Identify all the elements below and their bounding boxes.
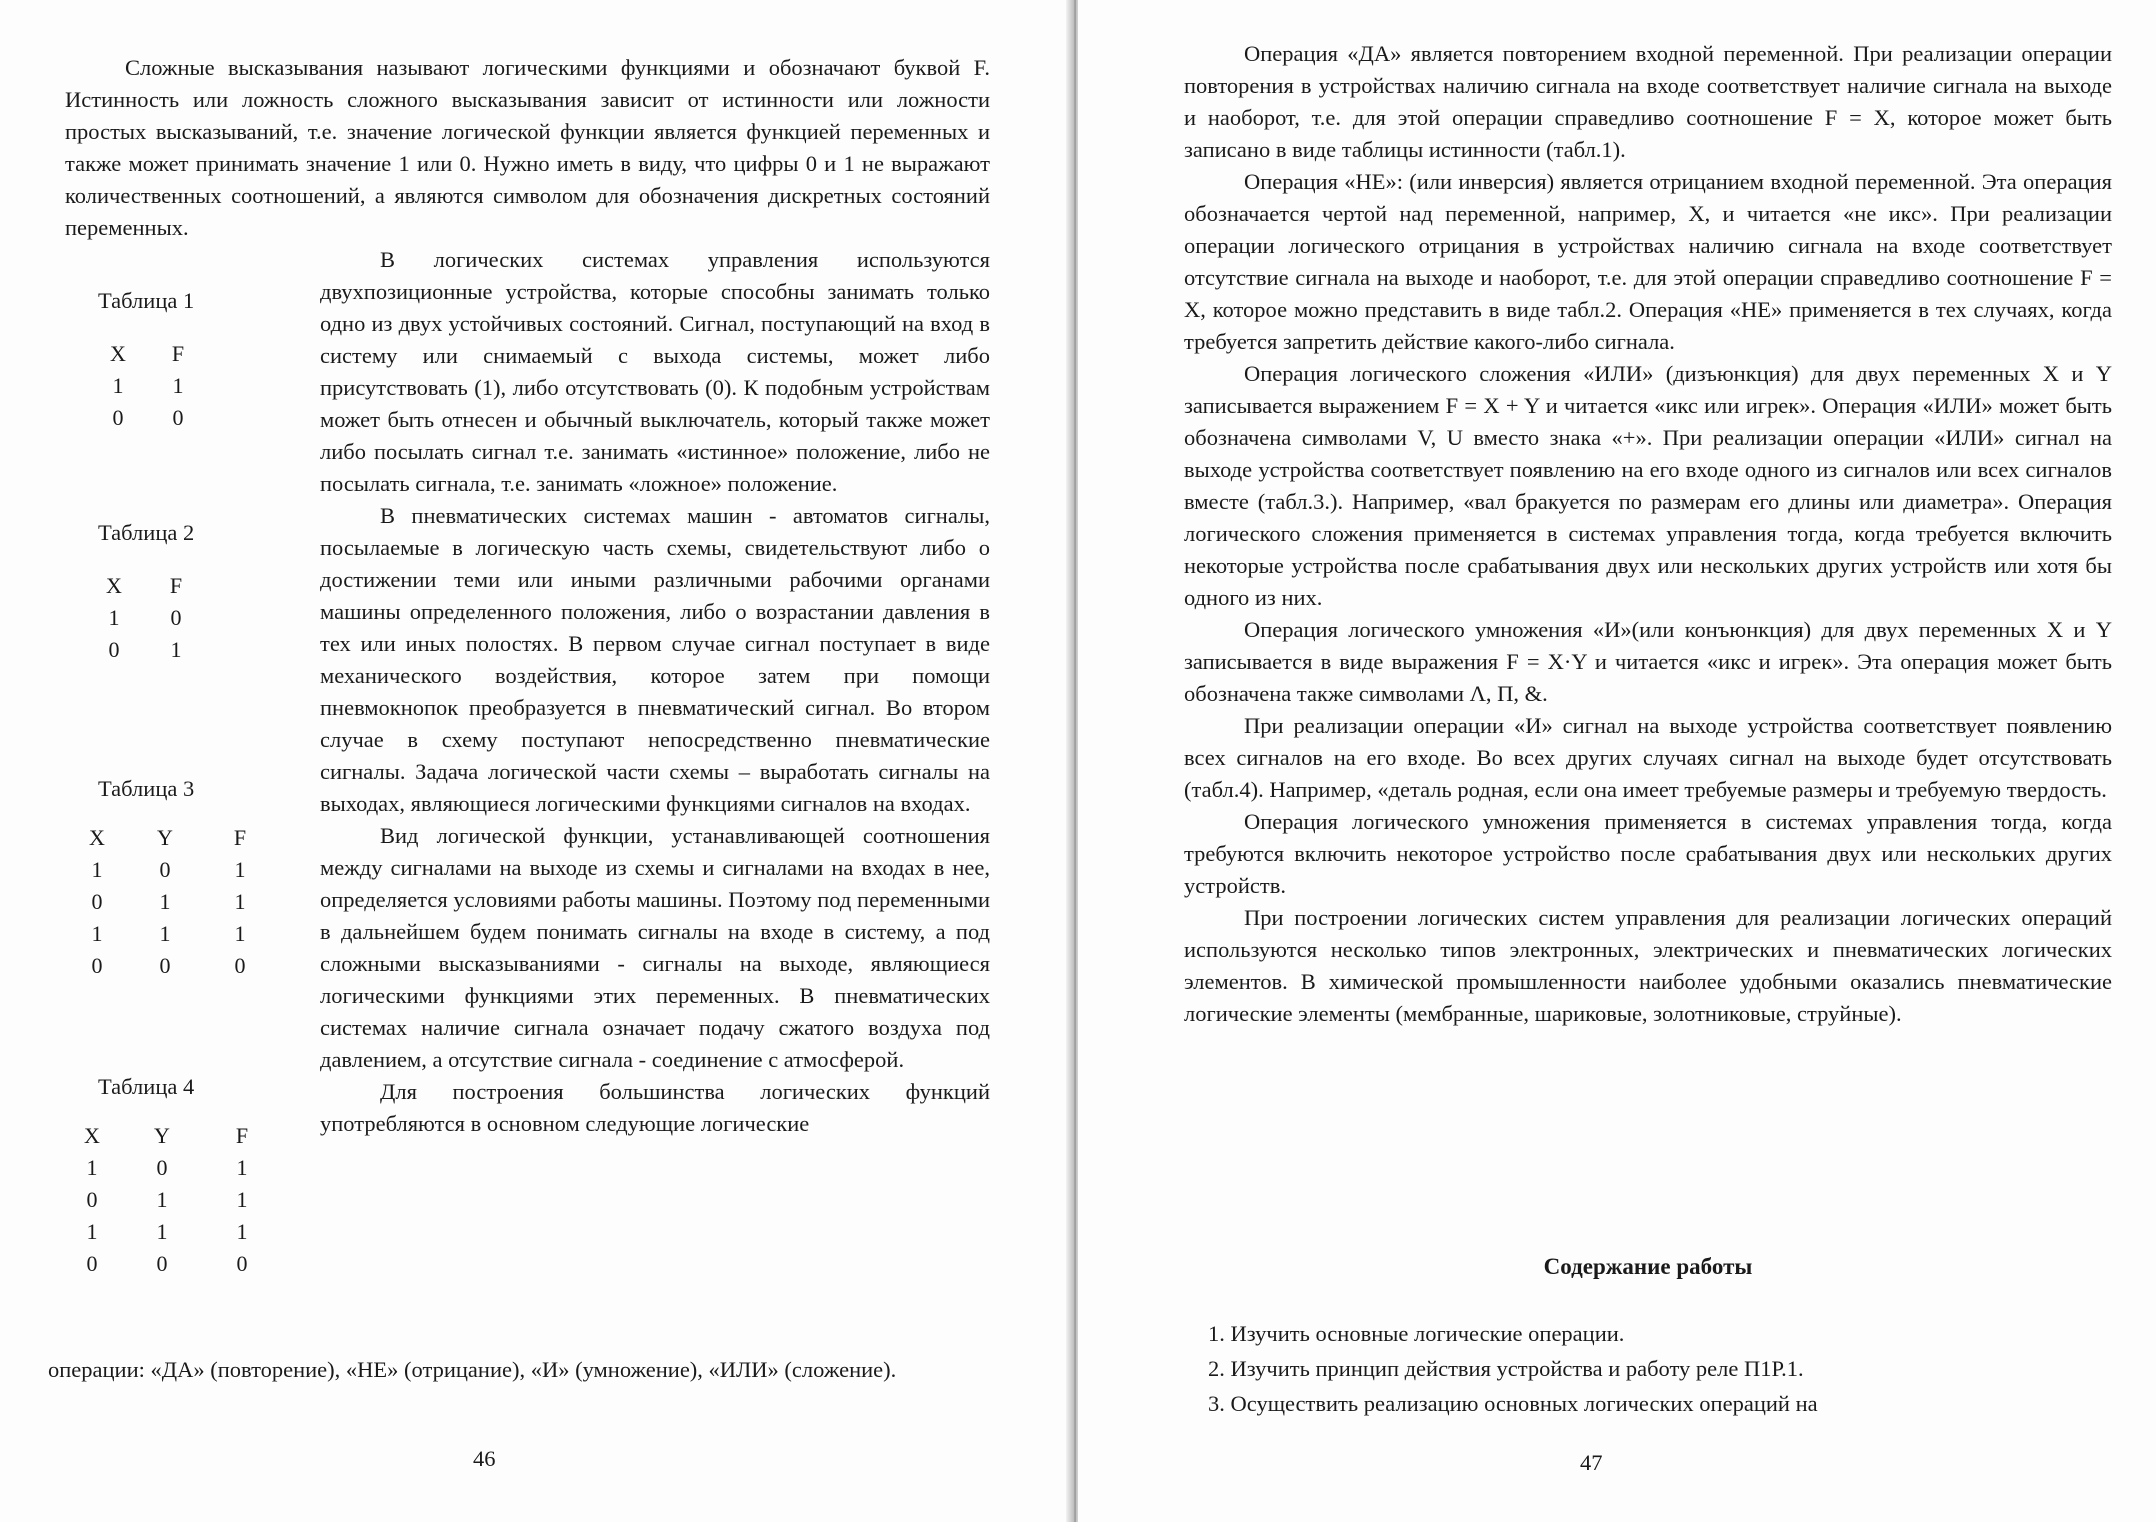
main-column: [320, 244, 990, 1140]
table-cell: 1: [156, 1219, 168, 1244]
right-text-block: [1184, 38, 2112, 1030]
table-cell: 0: [91, 889, 103, 914]
table-row: [83, 634, 207, 666]
table-row: [88, 370, 208, 402]
table-row: [62, 1248, 282, 1280]
table-caption: Таблица 4: [98, 1074, 195, 1099]
table-cell: 1: [112, 373, 124, 398]
list-item: 1. Изучить основные логические операции.: [1208, 1321, 1625, 1346]
table-cell: 1: [170, 637, 182, 662]
table-header: X: [84, 1123, 100, 1148]
task-list: [1208, 1316, 2108, 1421]
left-page: [0, 0, 1072, 1522]
closing-text: операции: «ДА» (повторение), «НЕ» (отрицание), «И» (умножение), «ИЛИ» (сложение).: [48, 1357, 897, 1382]
table-cell: 1: [159, 921, 171, 946]
table-grid: [66, 822, 278, 982]
table-header: Y: [157, 825, 173, 850]
paragraph: Операция логического сложения «ИЛИ» (дизъюнкция) для двух переменных X и Y записывается выражением F = X + Y и читается «икс или игрек». Операция «ИЛИ» может быть обозначена символами V, U вместо знака «+». При реализации операции «ИЛИ» сигнал на выходе устройства соответствует появлению на его входе одного из сигналов или всех сигналов вместе (табл.3.). Например, «вал бракуется по размерам его длины или диаметра». Операция логического сложения применяется в системах управления тогда, когда требуется включить некоторые устройства после срабатывания двух или нескольких других устройств или хотя бы одного из них.: [1184, 361, 2112, 610]
table-header: X: [106, 573, 122, 598]
paragraph: Для построения большинства логических функций употребляются в основном следующие логические: [320, 1079, 990, 1136]
table-cell: 1: [234, 857, 246, 882]
table-header: X: [89, 825, 105, 850]
table-row: [83, 602, 207, 634]
table-cell: 0: [172, 405, 184, 430]
table-cell: 1: [86, 1219, 98, 1244]
table-header: Y: [154, 1123, 170, 1148]
table-header: X: [110, 341, 126, 366]
table-row: [62, 1216, 282, 1248]
intro-text: Сложные высказывания называют логическими функциями и обозначают буквой F. Истинность или ложность сложного высказывания зависит от истинности или ложности простых высказываний, т.е. значение логической функции является функцией переменных и также может принимать значение 1 или 0. Нужно иметь в виду, что цифры 0 и 1 не выражают количественных соотношений, а являются символом для обозначения дискретных состояний переменных.: [65, 55, 990, 240]
table-cell: 1: [236, 1187, 248, 1212]
table-cell: 0: [86, 1187, 98, 1212]
table-cell: 0: [159, 857, 171, 882]
right-page: [1078, 0, 2156, 1522]
page-number-left: 46: [473, 1446, 496, 1471]
table-row: [88, 402, 208, 434]
intro-paragraph: [65, 52, 990, 244]
table-cell: 0: [159, 953, 171, 978]
paragraph: Вид логической функции, устанавливающей соотношения между сигналами на выходе из схемы и сигналами на входах в нее, определяется условиями работы машины. Поэтому под переменными в дальнейшем будем понимать сигналы на входе в систему, а под сложными высказываниями - сигналы на выходе, являющиеся логическими функциями этих переменных. В пневматических системах наличие сигнала означает подачу сжатого воздуха под давлением, а отсутствие сигнала - соединение с атмосферой.: [320, 823, 990, 1072]
closing-paragraph: [48, 1354, 988, 1386]
list-item: 3. Осуществить реализацию основных логических операций на: [1208, 1391, 1818, 1416]
paragraph: Операция «ДА» является повторением входной переменной. При реализации операции повторения в устройствах наличию сигнала на входе соответствует наличие сигнала на выходе и наоборот, т.е. для этой операции справедливо соотношение F = X, которое может быть записано в виде таблицы истинности (табл.1).: [1184, 41, 2112, 162]
table-header: F: [235, 1123, 249, 1148]
table-cell: 0: [156, 1155, 168, 1180]
table-cell: 0: [170, 605, 182, 630]
table-cell: 0: [156, 1251, 168, 1276]
table-grid: [88, 338, 208, 434]
paragraph: В логических системах управления используются двухпозиционные устройства, которые способны занимать только одно из двух устойчивых состояний. Сигнал, поступающий на вход в систему или снимаемый с выхода системы, может либо присутствовать (1), либо отсутствовать (0). К подобным устройствам может быть отнесен и обычный выключатель, который также может либо посылать сигнал т.е. занимать «истинное» положение, либо не посылать сигнала, т.е. занимать «ложное» положение.: [320, 247, 990, 496]
table-caption: Таблица 1: [98, 288, 195, 313]
table-header: F: [171, 341, 185, 366]
table-cell: 0: [112, 405, 124, 430]
table-caption: Таблица 3: [98, 776, 195, 801]
table-cell: 0: [236, 1251, 248, 1276]
table-cell: 1: [156, 1187, 168, 1212]
table-row: [66, 950, 278, 982]
paragraph: При реализации операции «И» сигнал на выходе устройства соответствует появлению всех сигналов на его входе. Во всех других случаях сигнал на выходе будет отсутствовать (табл.4). Например, «деталь родная, если она имеет требуемые размеры и требуемую твердость.: [1184, 713, 2112, 802]
list-item: 2. Изучить принцип действия устройства и работу реле П1Р.1.: [1208, 1356, 1804, 1381]
table-cell: 1: [108, 605, 120, 630]
table-cell: 1: [91, 857, 103, 882]
table-cell: 0: [86, 1251, 98, 1276]
section-heading: Содержание работы: [1543, 1254, 1753, 1279]
table-row: [66, 918, 278, 950]
table-grid: [83, 570, 207, 666]
paragraph: При построении логических систем управления для реализации логических операций используются несколько типов электронных, электрических и пневматических логических элементов. В химической промышленности наиболее удобными оказались пневматические логические элементы (мембранные, шариковые, золотниковые, струйные).: [1184, 905, 2112, 1026]
table-cell: 1: [234, 921, 246, 946]
table-grid: [62, 1120, 282, 1280]
table-caption: Таблица 2: [98, 520, 195, 545]
table-cell: 1: [236, 1219, 248, 1244]
paragraph: В пневматических системах машин - автоматов сигналы, посылаемые в логическую часть схемы, свидетельствуют либо о достижении теми или иными различными рабочими органами машины определенного положения, либо о возрастании давления в тех или иных полостях. В первом случае сигнал поступает в виде механического воздействия, которое затем при помощи пневмокнопок преобразуется в пневматический сигнал. Во втором случае в схему поступают непосредственно пневматические сигналы. Задача логической части схемы – выработать сигналы на выходах, являющиеся логическими функциями сигналов на входах.: [320, 503, 990, 816]
paragraph: Операция «НЕ»: (или инверсия) является отрицанием входной переменной. Эта операция обозначается чертой над переменной, например, X, и читается «не икс». При реализации операции логического отрицания в устройствах наличию сигнала на входе соответствует отсутствие сигнала на выходе и наоборот, т.е. для этой операции справедливо соотношение F = X, которое можно представить в виде табл.2. Операция «НЕ» применяется в тех случаях, когда требуется запретить действие какого-либо сигнала.: [1184, 169, 2112, 354]
table-cell: 1: [234, 889, 246, 914]
table-row: [66, 854, 278, 886]
table-header: F: [169, 573, 183, 598]
table-row: [66, 886, 278, 918]
table-cell: 0: [108, 637, 120, 662]
paragraph: Операция логического умножения применяется в системах управления тогда, когда требуются включить некоторое устройство после срабатывания двух или нескольких других устройств.: [1184, 809, 2112, 898]
table-cell: 1: [172, 373, 184, 398]
table-cell: 1: [236, 1155, 248, 1180]
table-cell: 1: [86, 1155, 98, 1180]
page-number-right: 47: [1580, 1450, 1603, 1475]
table-cell: 0: [91, 953, 103, 978]
paragraph: Операция логического умножения «И»(или конъюнкция) для двух переменных X и Y записывается в виде выражения F = X·Y и читается «икс и игрек». Эта операция может быть обозначена также символами Λ, П, &.: [1184, 617, 2112, 706]
table-row: [62, 1152, 282, 1184]
table-row: [62, 1184, 282, 1216]
table-cell: 0: [234, 953, 246, 978]
table-cell: 1: [159, 889, 171, 914]
table-header: F: [233, 825, 247, 850]
table-cell: 1: [91, 921, 103, 946]
